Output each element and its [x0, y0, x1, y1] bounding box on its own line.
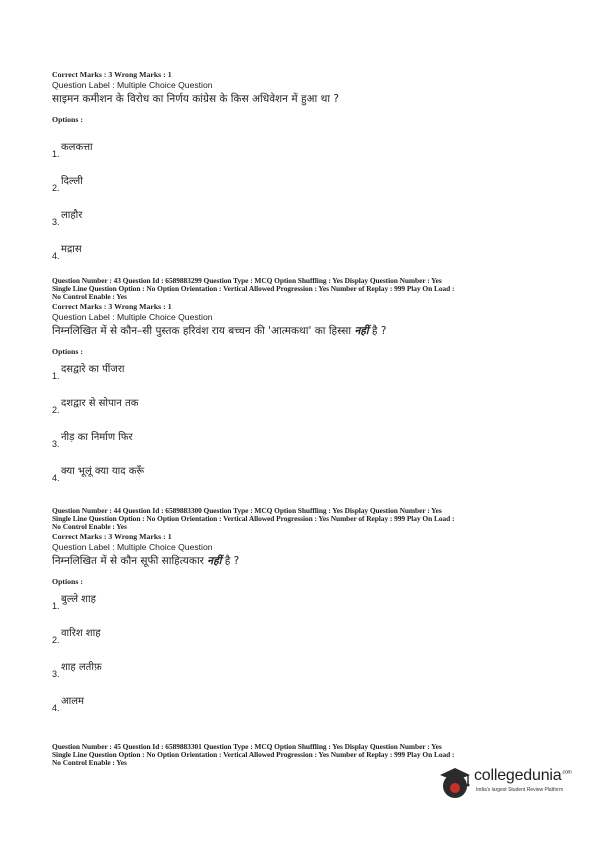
marks-line: Correct Marks : 3 Wrong Marks : 1 [52, 70, 172, 79]
option-item: 4. क्या भूलूं क्या याद करूँ [52, 465, 145, 483]
question-block-prev [52, 70, 339, 261]
option-item: 3. शाह लतीफ़ [52, 661, 102, 679]
question-meta-line: No Control Enable : Yes [52, 758, 127, 768]
question-block-45 [52, 743, 454, 768]
marks-line: Correct Marks : 3 Wrong Marks : 1 [52, 531, 172, 541]
option-item: 1. बुल्ले शाह [52, 593, 96, 611]
negation-word: नहीं [354, 324, 369, 337]
question-text: साइमन कमीशन के विरोध का निर्णय कांग्रेस के किस अधिवेशन में हुआ था ? [52, 93, 339, 105]
question-label: Question Label : Multiple Choice Question [52, 80, 213, 90]
question-meta-line: Single Line Question Option : No Option Orientation : Vertical Allowed Progression : Yes Number of Replay : 999 Play On Load : [52, 284, 455, 294]
graduation-cap-icon [438, 764, 474, 804]
question-text: निम्नलिखित में से कौन–सी पुस्तक हरिवंश राय बच्चन की 'आत्मकथा' का हिस्सा नहीं है ? [52, 324, 387, 337]
option-item: 2. दिल्ली [52, 176, 83, 193]
question-meta-line: Question Number : 44 Question Id : 6589883300 Question Type : MCQ Option Shuffling : Yes Display Question Number : Yes [52, 506, 442, 515]
options-title: Options : [52, 346, 83, 356]
question-label: Question Label : Multiple Choice Question [52, 541, 213, 552]
collegedunia-logo [438, 764, 572, 804]
options-title: Options : [52, 115, 83, 124]
logo-wordmark: collegedunia$^{.com}$ [474, 767, 572, 784]
option-item: 4. आलम [52, 695, 84, 713]
question-meta-line: Single Line Question Option : No Option Orientation : Vertical Allowed Progression : Yes Number of Replay : 999 Play On Load : [52, 514, 455, 524]
question-meta-line: Single Line Question Option : No Option Orientation : Vertical Allowed Progression : Yes Number of Replay : 999 Play On Load : [52, 750, 455, 760]
option-item: 3. लाहौर [52, 210, 83, 227]
question-meta-line: Question Number : 45 Question Id : 6589883301 Question Type : MCQ Option Shuffling : Yes Display Question Number : Yes [52, 742, 442, 751]
question-meta-line: No Control Enable : Yes [52, 522, 127, 532]
question-block-43 [52, 277, 454, 483]
question-label: Question Label : Multiple Choice Question [52, 311, 213, 322]
option-item: 3. नीड़ का निर्माण फिर [52, 431, 133, 449]
question-meta-line: No Control Enable : Yes [52, 292, 127, 302]
option-item: 2. वारिश शाह [52, 627, 101, 645]
option-item: 2. दशद्वार से सोपान तक [52, 397, 139, 415]
option-item: 1. दसद्वारे का पींजरा [52, 363, 125, 381]
question-meta-line: Question Number : 43 Question Id : 6589883299 Question Type : MCQ Option Shuffling : Yes Display Question Number : Yes [52, 276, 442, 285]
marks-line: Correct Marks : 3 Wrong Marks : 1 [52, 301, 172, 311]
options-title: Options : [52, 576, 83, 586]
logo-tagline: India's largest Student Review Platform [476, 787, 564, 793]
option-item: 4. मद्रास [52, 244, 82, 261]
option-item: 1. कलकत्ता [52, 142, 93, 159]
negation-word: नहीं [207, 554, 222, 567]
question-text: निम्नलिखित में से कौन सूफी साहित्यकार नहीं है ? [52, 554, 240, 567]
question-block-44 [52, 507, 454, 713]
